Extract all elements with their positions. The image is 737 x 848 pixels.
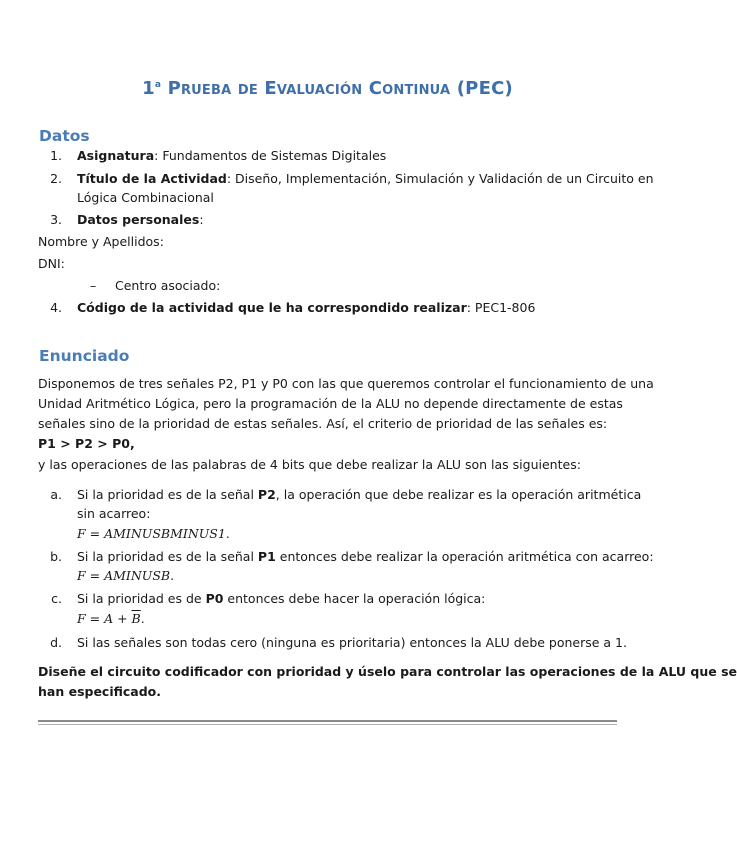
centro-label: Centro asociado:	[115, 278, 221, 293]
signal-name: P1	[257, 549, 276, 564]
dni-label: DNI:	[38, 256, 65, 271]
signal-name: P0	[205, 591, 224, 606]
item-text: Si la prioridad es de la señal	[77, 487, 258, 502]
item-colon: :	[199, 212, 204, 227]
item-value: : Diseño, Implementación, Simulación y Validación de un Circuito en	[226, 171, 654, 186]
formula-lhs: F = A +	[77, 611, 132, 626]
title-number: 1	[142, 78, 155, 99]
item-label: Datos personales	[77, 212, 200, 227]
paragraph-line: y las operaciones de las palabras de 4 bits que debe realizar la ALU son las siguientes:	[38, 457, 581, 472]
signal-name: P2	[257, 487, 276, 502]
priority-criterion: P1 > P2 > P0	[38, 436, 130, 451]
datos-heading: Datos	[39, 127, 90, 145]
item-label: Título de la Actividad	[77, 171, 227, 186]
paragraph-line: Unidad Aritmético Lógica, pero la programación de la ALU no depende directamente de estas	[38, 396, 623, 411]
item-label: Código de la actividad que le ha correspondido realizar	[77, 300, 467, 315]
formula-c	[77, 610, 145, 628]
item-text: Si la prioridad es de la señal	[77, 549, 258, 564]
operation-item-a-cont: sin acarreo:	[77, 506, 151, 521]
list-letter: b.	[50, 549, 62, 564]
item-value: : Fundamentos de Sistemas Digitales	[154, 148, 387, 163]
item-text: Si las señales son todas cero (ninguna es prioritaria) entonces la ALU debe ponerse a 1.	[77, 635, 627, 650]
priority-line	[38, 435, 135, 453]
nombre-label: Nombre y Apellidos:	[38, 234, 164, 249]
item-text: entonces debe hacer la operación lógica:	[223, 591, 486, 606]
horizontal-rule-thin	[38, 724, 617, 725]
enunciado-heading: Enunciado	[39, 347, 130, 365]
conclusion-line: Diseñe el circuito codificador con prioridad y úselo para controlar las operaciones de la ALU que se	[38, 664, 737, 679]
horizontal-rule	[38, 720, 617, 722]
formula-end: .	[140, 611, 145, 626]
paragraph-line: Disponemos de tres señales P2, P1 y P0 con las que queremos controlar el funcionamiento de una	[38, 376, 654, 391]
list-letter: a.	[50, 487, 62, 502]
title-text: Prueba de Evaluación Continua (PEC)	[167, 78, 513, 99]
conclusion-line: han especificado.	[38, 684, 162, 699]
item-text: Si la prioridad es de	[77, 591, 206, 606]
list-letter: d.	[50, 635, 62, 650]
paragraph-line: señales sino de la prioridad de estas señales. Así, el criterio de prioridad de las señales es:	[38, 416, 608, 431]
list-number: 3.	[50, 212, 62, 227]
formula-b: F = AMINUSB.	[77, 568, 175, 583]
item-label: Asignatura	[77, 148, 155, 163]
formula-a: F = AMINUSBMINUS1.	[77, 526, 230, 541]
formula-negated-b: $\overline{B}$	[131, 611, 141, 626]
centro-dash: –	[90, 278, 97, 293]
list-number: 4.	[50, 300, 62, 315]
list-letter: c.	[51, 591, 62, 606]
item-text: , la operación que debe realizar es la operación aritmética	[275, 487, 642, 502]
list-number: 2.	[50, 171, 62, 186]
datos-item-2-cont: Lógica Combinacional	[77, 190, 214, 205]
list-number: 1.	[50, 148, 62, 163]
title-ordinal: a	[154, 80, 162, 90]
item-value: : PEC1-806	[466, 300, 536, 315]
item-text: entonces debe realizar la operación aritmética con acarreo:	[275, 549, 654, 564]
priority-comma: ,	[129, 436, 135, 451]
page-title	[0, 78, 655, 99]
